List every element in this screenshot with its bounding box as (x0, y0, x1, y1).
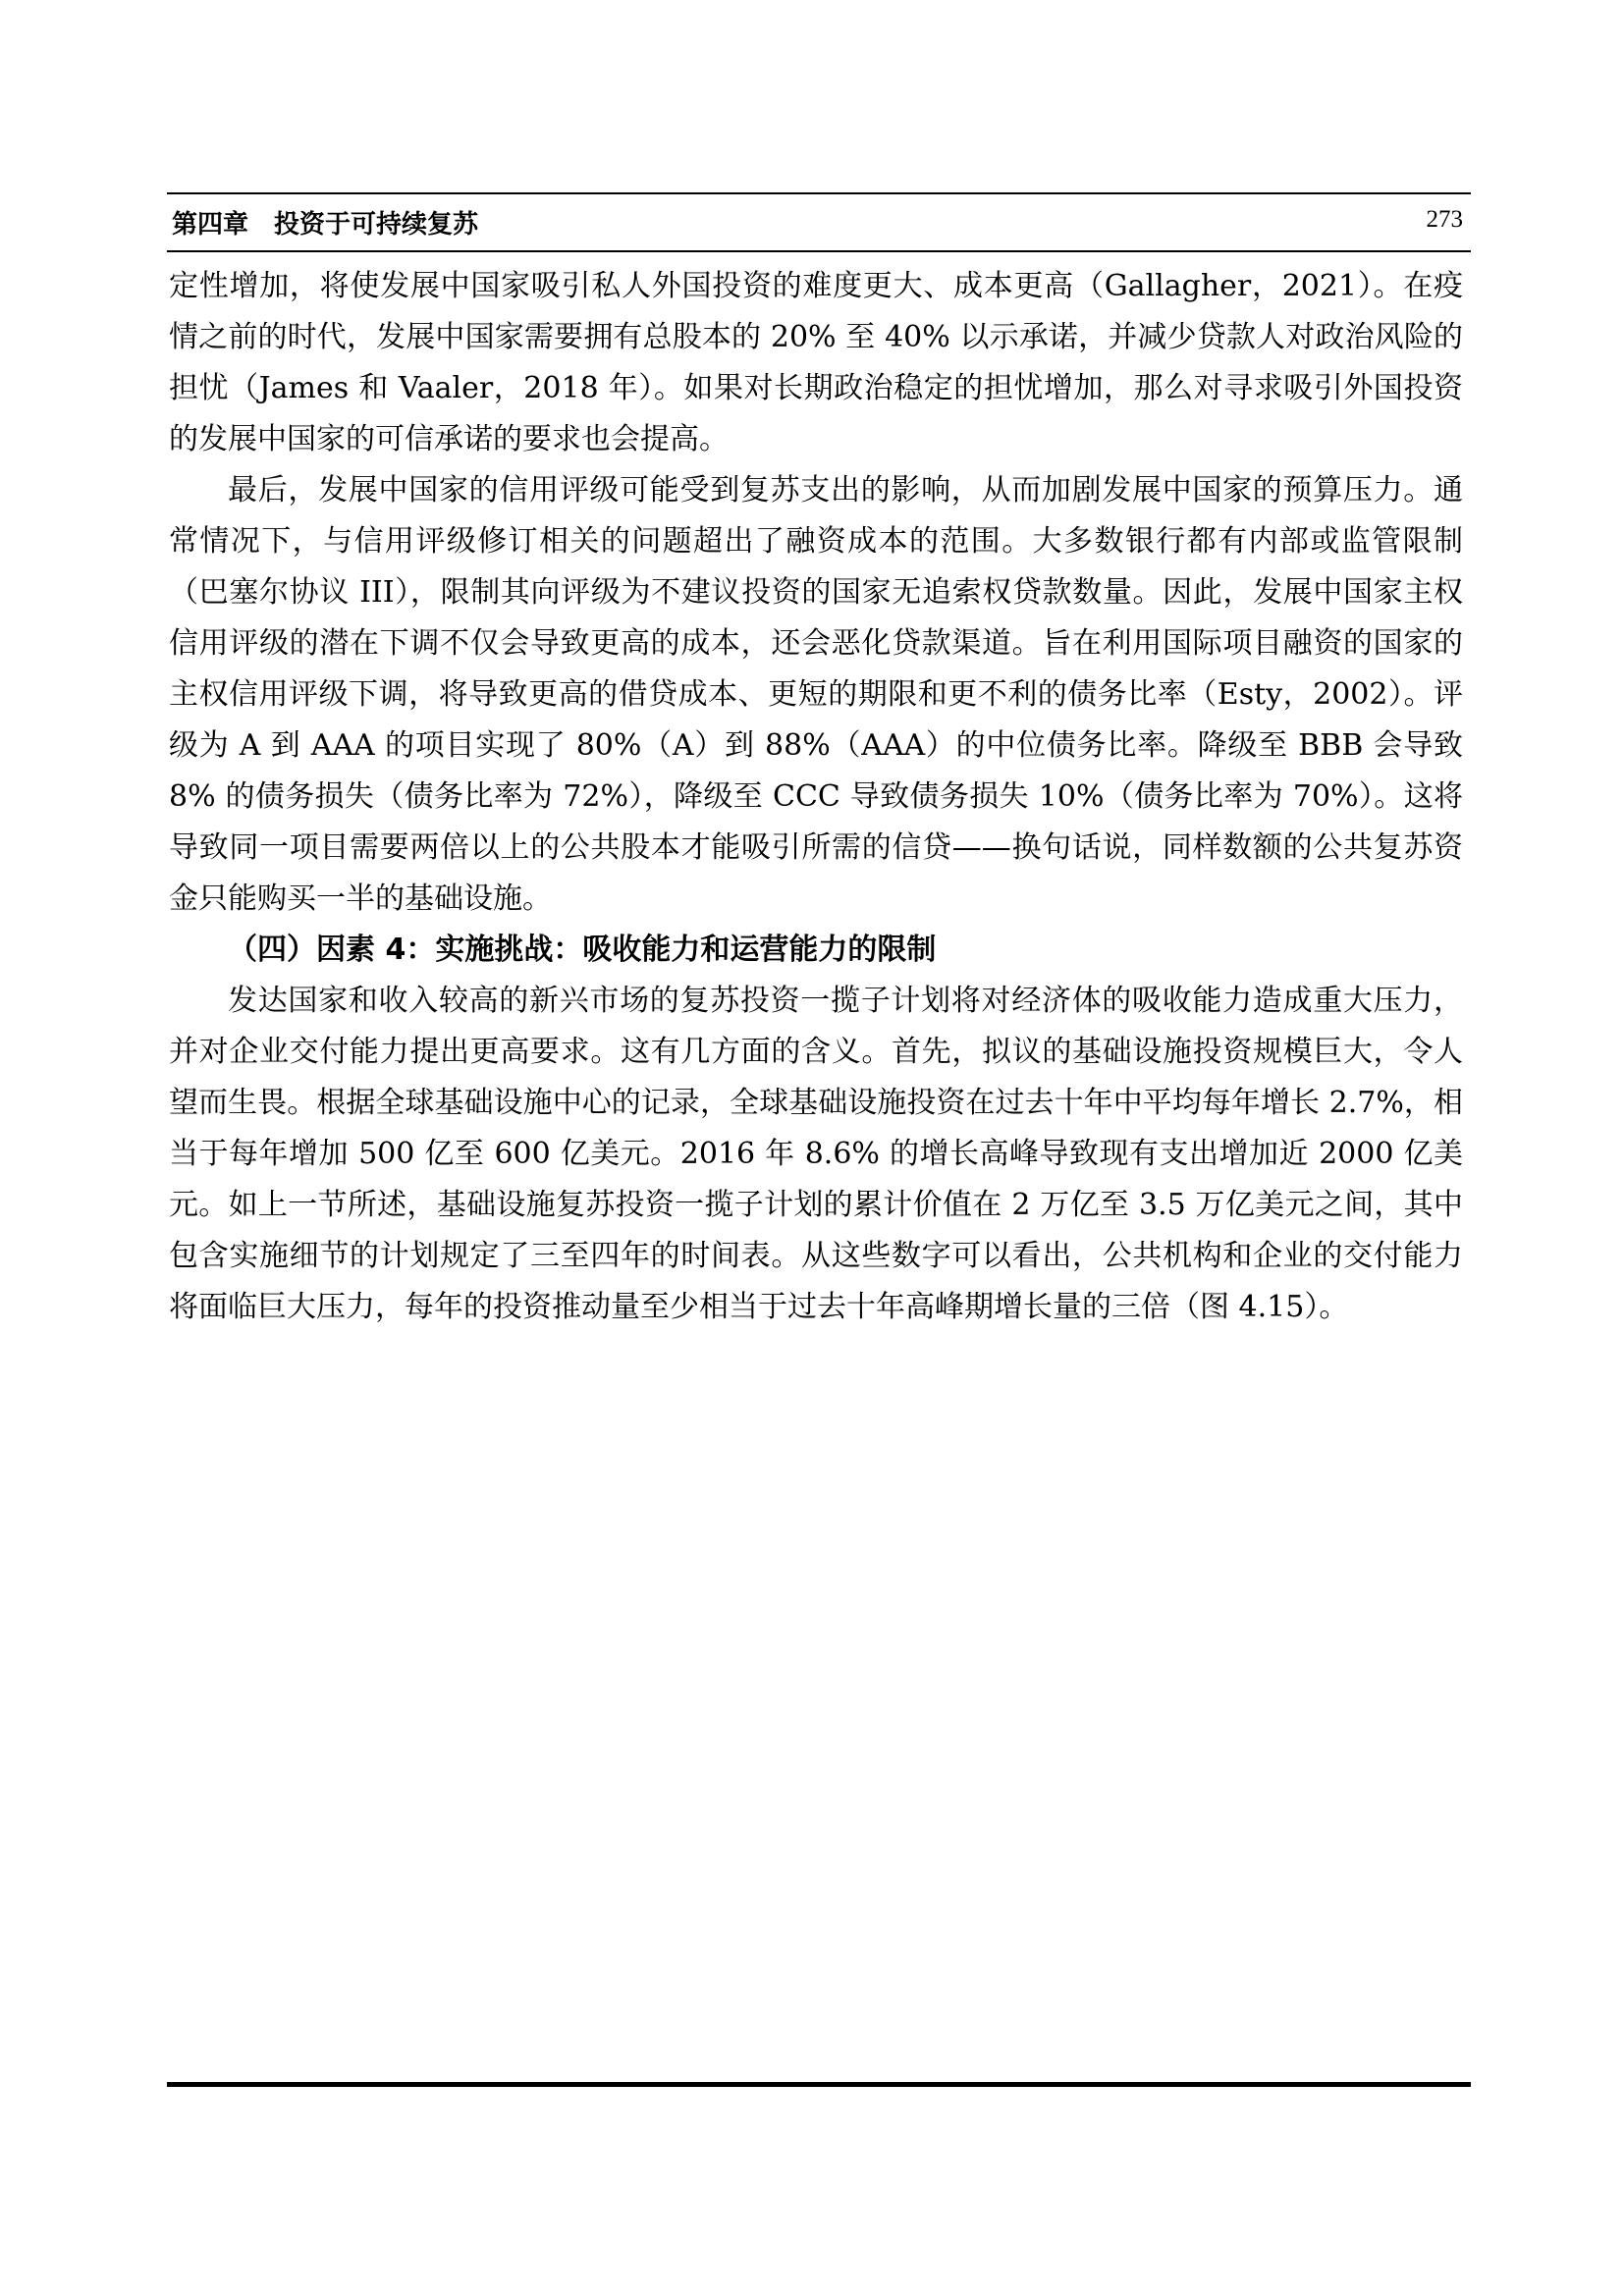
running-header (167, 200, 1471, 247)
page-number: 273 (1426, 206, 1463, 233)
paragraph-implementation: 发达国家和收入较高的新兴市场的复苏投资一揽子计划将对经济体的吸收能力造成重大压力，并对企业交付能力提出更高要求。这有几方面的含义。首先，拟议的基础设施投资规模巨大，令人望而生畏。根据全球基础设施中心的记录，全球基础设施投资在过去十年中平均每年增长 2.7%，相当于每年增加 500 亿至 600 亿美元。2016 年 8.6% 的增长高峰导致现有支出增加近 2000 亿美元。如上一节所述，基础设施复苏投资一揽子计划的累计价值在 2 万亿至 3.5 万亿美元之间，其中包含实施细节的计划规定了三至四年的时间表。从这些数字可以看出，公共机构和企业的交付能力将面临巨大压力，每年的投资推动量至少相当于过去十年高峰期增长量的三倍（图 4.15）。 (169, 984, 1463, 1324)
body-text (169, 261, 1463, 1333)
header-rule-top (167, 192, 1471, 194)
section-heading: （四）因素 4：实施挑战：吸收能力和运营能力的限制 (228, 933, 937, 967)
footer-rule (167, 2082, 1471, 2087)
header-rule-bottom (167, 250, 1471, 252)
chapter-title: 第四章 投资于可持续复苏 (172, 210, 479, 240)
paragraph-credit-rating: 最后，发展中国家的信用评级可能受到复苏支出的影响，从而加剧发展中国家的预算压力。通常情况下，与信用评级修订相关的问题超出了融资成本的范围。大多数银行都有内部或监管限制（巴塞尔协议 III），限制其向评级为不建议投资的国家无追索权贷款数量。因此，发展中国家主权信用评级的潜在下调不仅会导致更高的成本，还会恶化贷款渠道。旨在利用国际项目融资的国家的主权信用评级下调，将导致更高的借贷成本、更短的期限和更不利的债务比率（Esty，2002）。评级为 A 到 AAA 的项目实现了 80%（A）到 88%（AAA）的中位债务比率。降级至 BBB 会导致 8% 的债务损失（债务比率为 72%），降级至 CCC 导致债务损失 10%（债务比率为 70%）。这将导致同一项目需要两倍以上的公共股本才能吸引所需的信贷——换句话说，同样数额的公共复苏资金只能购买一半的基础设施。 (169, 473, 1463, 916)
paragraph-continued: 定性增加，将使发展中国家吸引私人外国投资的难度更大、成本更高（Gallagher，2021）。在疫情之前的时代，发展中国家需要拥有总股本的 20% 至 40% 以示承诺，并减少贷款人对政治风险的担忧（James 和 Vaaler，2018 年）。如果对长期政治稳定的担忧增加，那么对寻求吸引外国投资的发展中国家的可信承诺的要求也会提高。 (169, 269, 1463, 456)
